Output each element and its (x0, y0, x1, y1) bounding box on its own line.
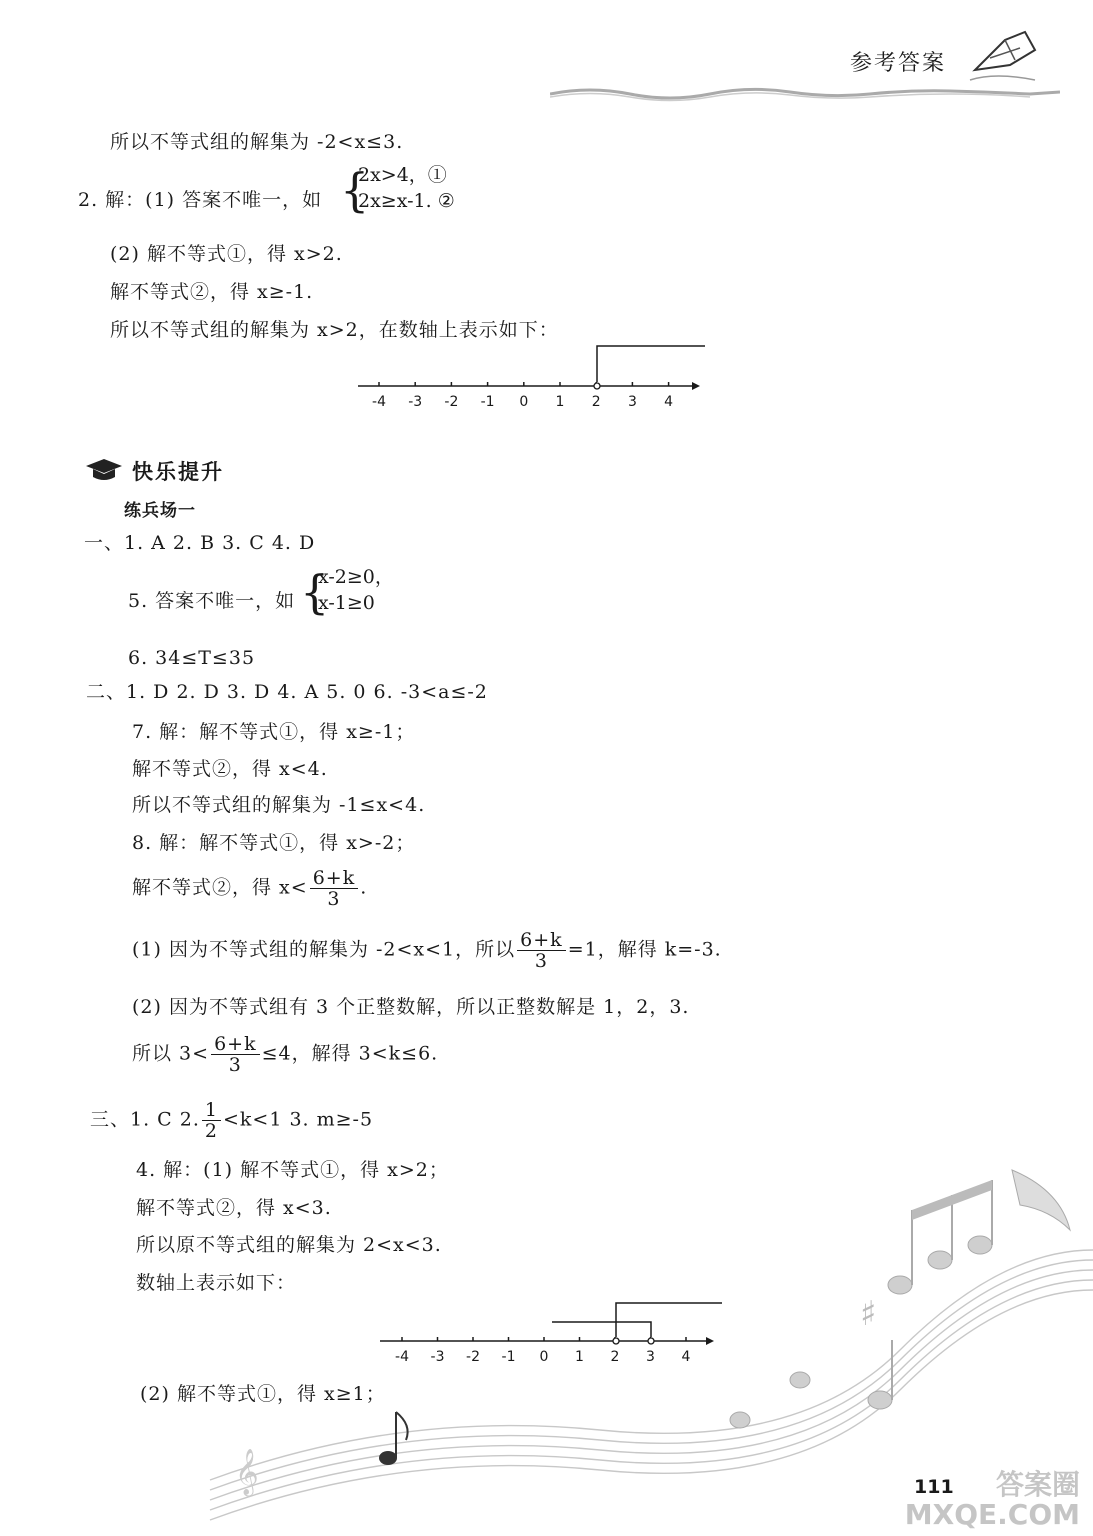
fraction-6k-over-3: $\frac{6+k}{3}$ (310, 868, 359, 909)
fraction-1-over-2: $\frac{1}{2}$ (202, 1100, 221, 1141)
section-subtitle: 练兵场一 (124, 501, 196, 521)
watermark: 答案圈 MXQE.COM (904, 1468, 1080, 1531)
part2-section3: 三、1. C 2. $\frac{1}{2}$ <k<1 3. m≥-5 (90, 1099, 374, 1142)
section-title: 快乐提升 (132, 460, 224, 484)
q8-line-d: (2) 因为不等式组有 3 个正整数解，所以正整数解是 1，2，3. (132, 996, 690, 1018)
header-chair-icon (965, 20, 1045, 90)
nl2-tick-label: 0 (539, 1349, 549, 1365)
q5-inequality-system: { x-2≥0， x-1≥0 (300, 562, 460, 624)
q2-system-row-1: 2x>4，① (358, 164, 447, 186)
number-line-1 (350, 340, 710, 410)
nl2-tick-label: -2 (466, 1349, 480, 1365)
nl1-tick-label: 3 (627, 394, 637, 410)
q2-inequality-system: { 2x>4，① 2x≥x-1. ② (340, 160, 500, 222)
nl2-tick-label: -1 (501, 1349, 516, 1365)
page-number: 111 (914, 1476, 954, 1498)
q2-ineq2-line: 解不等式②，得 x≥-1. (110, 281, 314, 303)
nl1-tick-label: -3 (408, 394, 423, 410)
q8-line-a: 8. 解：解不等式①，得 x>-2； (132, 832, 416, 854)
nl1-tick-label: -4 (372, 394, 386, 410)
header-wave-divider (550, 82, 1060, 102)
q4-line-c: 所以原不等式组的解集为 2<x<3. (136, 1234, 442, 1256)
q8-line-c: (1) 因为不等式组的解集为 -2<x<1，所以 $\frac{6+k}{3}$ =1，解得 k=-3. (132, 929, 722, 972)
q2-part2-line: (2) 解不等式①，得 x>2. (110, 243, 343, 265)
q7-line-c: 所以不等式组的解集为 -1≤x<4. (132, 794, 426, 816)
nl1-open-point (594, 383, 600, 389)
q4-line-d: 数轴上表示如下： (136, 1272, 297, 1294)
q2-system-row-2: 2x≥x-1. ② (358, 190, 455, 212)
solution-set-line: 所以不等式组的解集为 -2<x≤3. (110, 131, 404, 153)
nl2-tick-label: 3 (646, 1349, 655, 1365)
fraction-6k-over-3: $\frac{6+k}{3}$ (211, 1034, 260, 1075)
q5-prefix: 5. 答案不唯一，如 (128, 590, 296, 612)
nl2-tick-label: -3 (430, 1349, 445, 1365)
q6-line: 6. 34≤T≤35 (128, 647, 256, 669)
nl1-tick-label: -1 (480, 394, 495, 410)
nl1-tick-label: 2 (591, 394, 601, 410)
part2-q1: 一、1. A 2. B 3. C 4. D (84, 532, 316, 554)
svg-text:♯: ♯ (860, 1294, 877, 1334)
nl2-tick-label: 2 (610, 1349, 620, 1365)
nl1-solution-bracket (597, 346, 705, 382)
part2-section2: 二、1. D 2. D 3. D 4. A 5. 0 6. -3<a≤-2 (86, 681, 488, 703)
q4-line-b: 解不等式②，得 x<3. (136, 1197, 332, 1219)
nl2-tick-label: 1 (575, 1349, 584, 1365)
q2-prefix: 2. 解：(1) 答案不唯一，如 (78, 189, 323, 211)
nl2-tick-label: -4 (395, 1349, 409, 1365)
q2-solution-line: 所以不等式组的解集为 x>2，在数轴上表示如下： (110, 319, 559, 341)
nl1-tick-label: 4 (664, 394, 674, 410)
q5-system-row-2: x-1≥0 (318, 592, 375, 614)
nl1-tick-label: 0 (519, 394, 529, 410)
q4-line-a: 4. 解：(1) 解不等式①，得 x>2； (136, 1159, 449, 1181)
q5-system-row-1: x-2≥0， (318, 566, 394, 588)
q8-line-b-text: 解不等式②，得 x< (132, 876, 308, 899)
nl1-tick-label: 1 (555, 394, 565, 410)
q8-line-e: 所以 3< $\frac{6+k}{3}$ ≤4，解得 3<k≤6. (132, 1033, 439, 1076)
header-title: 参考答案 (850, 51, 947, 76)
svg-text:𝄞: 𝄞 (235, 1449, 259, 1495)
q8-line-b: 解不等式②，得 x< $\frac{6+k}{3}$ . (132, 867, 368, 910)
q4-line-e: (2) 解不等式①，得 x≥1； (140, 1383, 386, 1405)
nl2-tick-label: 4 (681, 1349, 691, 1365)
q7-line-b: 解不等式②，得 x<4. (132, 758, 328, 780)
q7-line-a: 7. 解：解不等式①，得 x≥-1； (132, 721, 416, 743)
nl1-tick-label: -2 (444, 394, 459, 410)
fraction-6k-over-3: $\frac{6+k}{3}$ (517, 930, 566, 971)
graduation-cap-icon (84, 457, 124, 483)
